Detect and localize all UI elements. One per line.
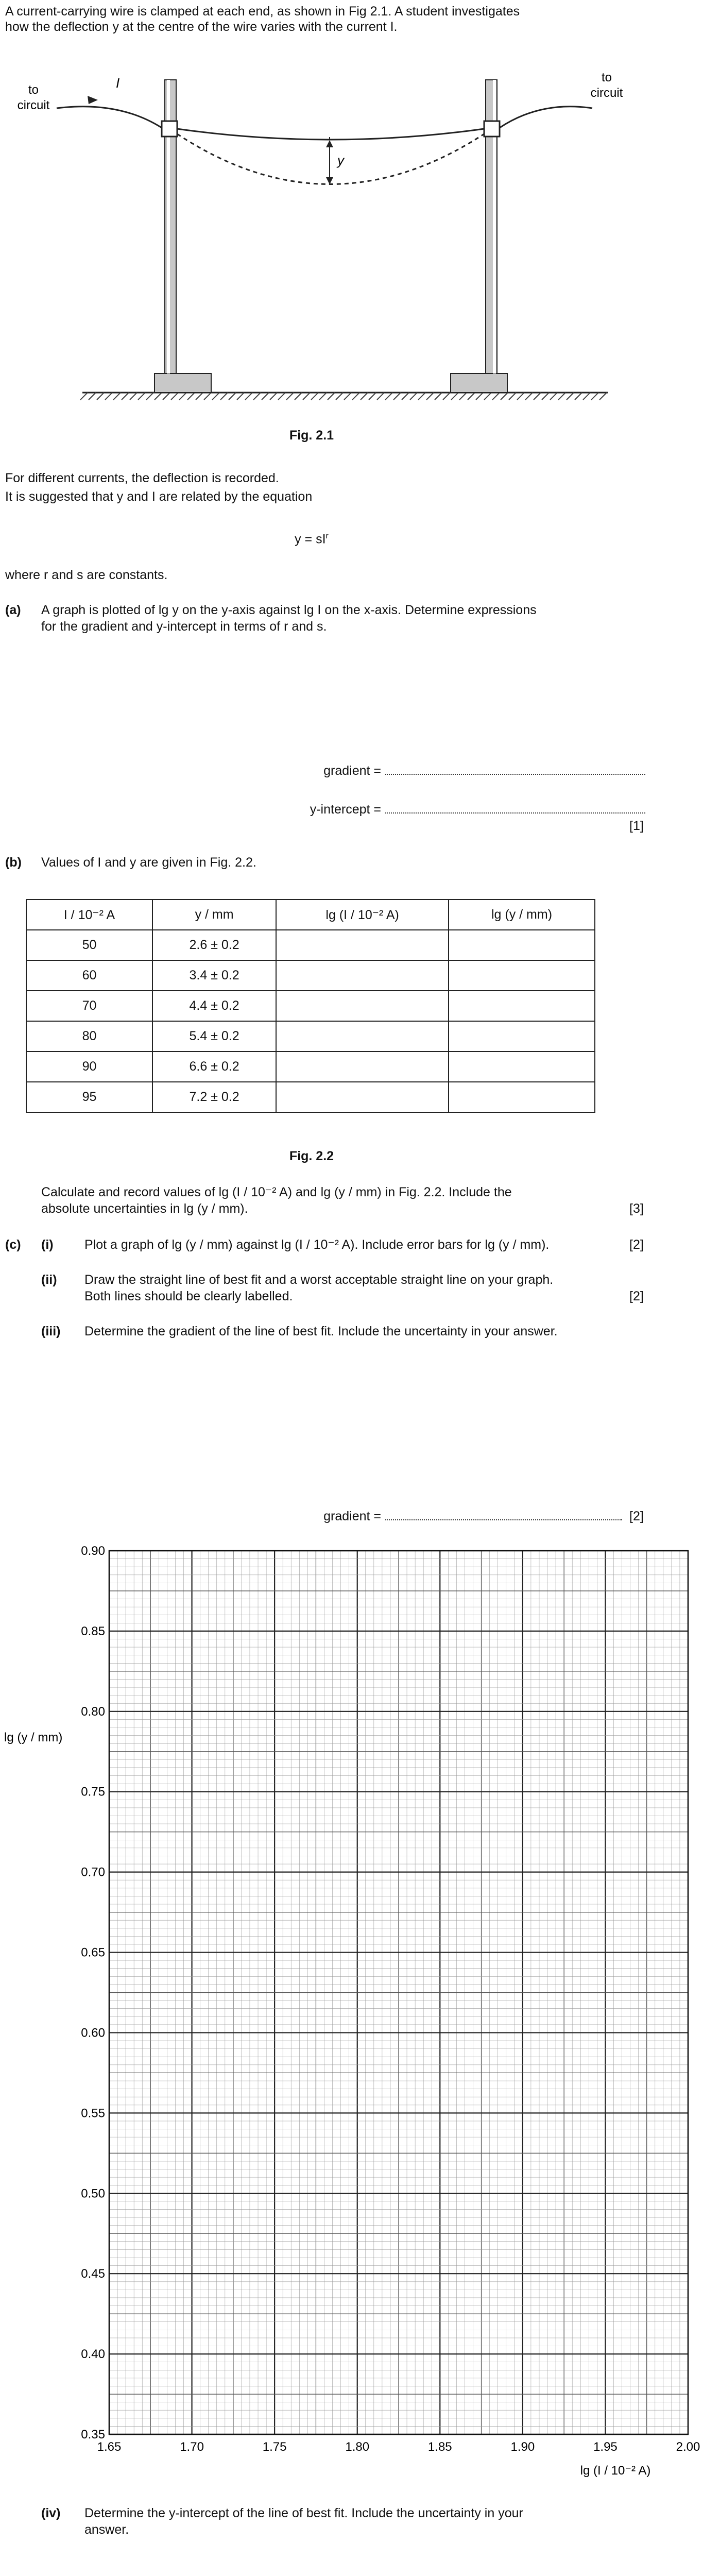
part-a-marks: [1] xyxy=(629,819,644,833)
cell-lg-current[interactable] xyxy=(276,960,449,991)
y-axis-label: lg (y / mm) xyxy=(4,1731,63,1744)
part-a-gradient-label: gradient = xyxy=(323,764,381,778)
part-b-calc-line-2: absolute uncertainties in lg (y / mm). xyxy=(41,1201,248,1216)
part-a-label: (a) xyxy=(5,603,21,617)
cell-lg-current[interactable] xyxy=(276,1082,449,1112)
part-b-marks: [3] xyxy=(629,1201,644,1216)
y-tick-label: 0.45 xyxy=(81,2267,105,2281)
part-c-ii-label: (ii) xyxy=(41,1273,57,1287)
cell-lg-deflection[interactable] xyxy=(449,960,595,991)
cell-deflection: 3.4 ± 0.2 xyxy=(152,960,276,991)
cell-lg-deflection[interactable] xyxy=(449,1082,595,1112)
cell-current: 70 xyxy=(26,991,152,1021)
x-tick-label: 1.75 xyxy=(262,2440,287,2454)
x-axis-label: lg (I / 10⁻² A) xyxy=(580,2464,651,2478)
table-row xyxy=(26,930,595,960)
constants-text: where r and s are constants. xyxy=(5,568,168,582)
cell-current: 90 xyxy=(26,1052,152,1082)
header-lg-current: lg (I / 10⁻² A) xyxy=(276,900,449,930)
part-a-intercept-answer[interactable] xyxy=(385,801,645,818)
part-c-iv-line-2: answer. xyxy=(84,2522,129,2537)
table-row xyxy=(26,960,595,991)
cell-deflection: 7.2 ± 0.2 xyxy=(152,1082,276,1112)
part-a-intercept-label: y-intercept = xyxy=(310,802,381,817)
deflection-text: For different currents, the deflection is recorded. xyxy=(5,471,279,485)
fig-right-label-2: circuit xyxy=(590,86,623,100)
header-current: I / 10⁻² A xyxy=(26,900,152,930)
fig-2-2-table xyxy=(26,899,595,1113)
y-tick-label: 0.90 xyxy=(81,1544,105,1558)
x-tick-label: 2.00 xyxy=(676,2440,700,2454)
part-c-ii-line-1: Draw the straight line of best fit and a worst acceptable straight line on your graph. xyxy=(84,1273,554,1287)
cell-current: 80 xyxy=(26,1021,152,1052)
part-b-text: Values of I and y are given in Fig. 2.2. xyxy=(41,855,256,870)
part-c-i-label: (i) xyxy=(41,1238,54,1252)
graph-grid[interactable] xyxy=(0,1540,703,2504)
y-tick-label: 0.70 xyxy=(81,1865,105,1879)
x-tick-label: 1.70 xyxy=(180,2440,204,2454)
part-b-label: (b) xyxy=(5,855,22,870)
y-tick-label: 0.65 xyxy=(81,1945,105,1960)
cell-deflection: 6.6 ± 0.2 xyxy=(152,1052,276,1082)
fig-left-label-1: to xyxy=(28,83,39,97)
header-deflection: y / mm xyxy=(152,900,276,930)
part-a-line-2: for the gradient and y-intercept in terms of r and s. xyxy=(41,619,327,634)
suggested-text: It is suggested that y and I are related by the equation xyxy=(5,489,313,504)
table-row xyxy=(26,991,595,1021)
part-b-calc-line-1: Calculate and record values of lg (I / 10⁻² A) and lg (y / mm) in Fig. 2.2. Include the xyxy=(41,1185,512,1199)
equation: $y = sI^r$ xyxy=(295,532,329,547)
x-tick-label: 1.95 xyxy=(593,2440,618,2454)
part-c-i-marks: [2] xyxy=(629,1238,644,1252)
fig-2-2-caption: Fig. 2.2 xyxy=(289,1149,334,1163)
cell-lg-deflection[interactable] xyxy=(449,930,595,960)
y-tick-label: 0.75 xyxy=(81,1785,105,1799)
fig-2-1-diagram xyxy=(0,62,703,402)
cell-current: 95 xyxy=(26,1082,152,1112)
cell-lg-current[interactable] xyxy=(276,1052,449,1082)
cell-lg-current[interactable] xyxy=(276,1021,449,1052)
fig-label-y: y xyxy=(337,152,344,168)
cell-deflection: 4.4 ± 0.2 xyxy=(152,991,276,1021)
y-tick-label: 0.60 xyxy=(81,2026,105,2040)
part-a-line-1: A graph is plotted of lg y on the y-axis against lg I on the x-axis. Determine expressions xyxy=(41,603,537,617)
cell-lg-current[interactable] xyxy=(276,991,449,1021)
part-c-iii-label: (iii) xyxy=(41,1324,61,1338)
cell-deflection: 5.4 ± 0.2 xyxy=(152,1021,276,1052)
table-row xyxy=(26,1082,595,1112)
cell-current: 60 xyxy=(26,960,152,991)
x-tick-label: 1.90 xyxy=(510,2440,535,2454)
intro-line-1: A current-carrying wire is clamped at each end, as shown in Fig 2.1. A student investigates xyxy=(5,4,520,19)
part-c-iv-line-1: Determine the y-intercept of the line of best fit. Include the uncertainty in your xyxy=(84,2506,523,2520)
gradient-marks: [2] xyxy=(629,1509,644,1523)
part-c-label: (c) xyxy=(5,1238,21,1252)
y-tick-label: 0.85 xyxy=(81,1624,105,1638)
gradient-answer[interactable] xyxy=(385,1508,622,1524)
y-tick-label: 0.80 xyxy=(81,1704,105,1719)
y-tick-label: 0.50 xyxy=(81,2187,105,2201)
intro-line-2: how the deflection y at the centre of the wire varies with the current I. xyxy=(5,20,398,34)
part-c-i-text: Plot a graph of lg (y / mm) against lg (I / 10⁻² A). Include error bars for lg (y / mm). xyxy=(84,1238,550,1252)
cell-deflection: 2.6 ± 0.2 xyxy=(152,930,276,960)
cell-current: 50 xyxy=(26,930,152,960)
gradient-label: gradient = xyxy=(323,1509,381,1523)
cell-lg-deflection[interactable] xyxy=(449,1052,595,1082)
x-tick-label: 1.85 xyxy=(427,2440,452,2454)
part-c-iii-text: Determine the gradient of the line of best fit. Include the uncertainty in your answer. xyxy=(84,1324,558,1338)
cell-lg-current[interactable] xyxy=(276,930,449,960)
fig-right-label-1: to xyxy=(601,71,612,84)
fig-2-1-caption: Fig. 2.1 xyxy=(289,428,334,443)
part-c-ii-marks: [2] xyxy=(629,1289,644,1303)
x-tick-label: 1.65 xyxy=(97,2440,122,2454)
table-header-row xyxy=(26,900,595,930)
y-tick-label: 0.55 xyxy=(81,2106,105,2121)
y-tick-label: 0.40 xyxy=(81,2347,105,2362)
part-c-iv-label: (iv) xyxy=(41,2506,61,2520)
table-row xyxy=(26,1052,595,1082)
y-tick-label: 0.35 xyxy=(81,2428,105,2442)
part-a-gradient-answer[interactable] xyxy=(385,762,645,779)
part-c-ii-line-2: Both lines should be clearly labelled. xyxy=(84,1289,293,1303)
header-lg-deflection: lg (y / mm) xyxy=(449,900,595,930)
cell-lg-deflection[interactable] xyxy=(449,1021,595,1052)
fig-label-I: I xyxy=(116,75,120,91)
table-row xyxy=(26,1021,595,1052)
x-tick-label: 1.80 xyxy=(345,2440,370,2454)
cell-lg-deflection[interactable] xyxy=(449,991,595,1021)
fig-left-label-2: circuit xyxy=(17,98,50,112)
